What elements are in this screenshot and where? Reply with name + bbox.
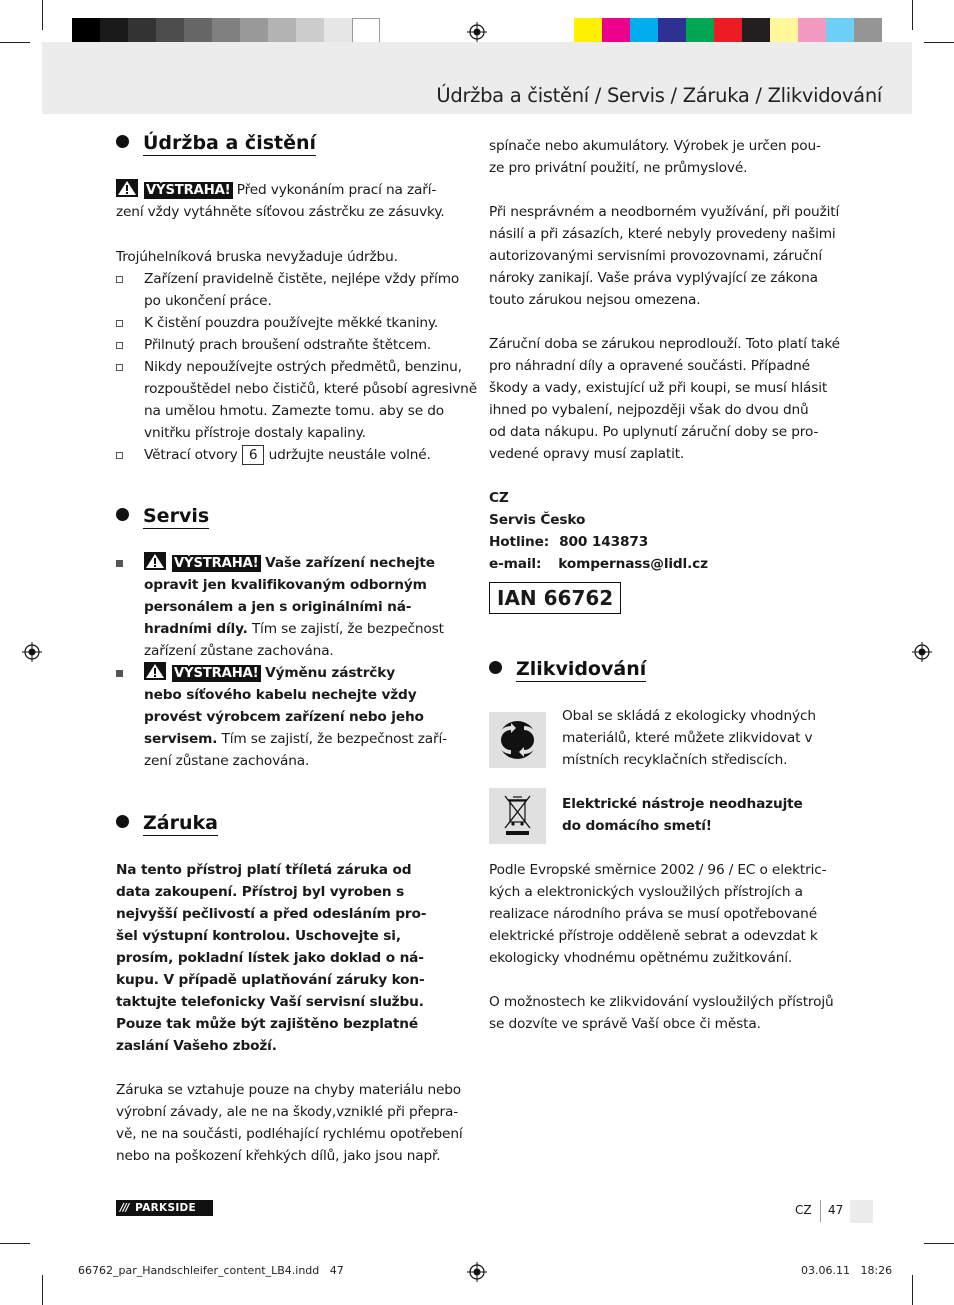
part-number: 6 <box>242 445 265 465</box>
logo-stripes-icon: /// <box>120 1202 129 1214</box>
text-line: Při nesprávném a neodborném využívání, při použití <box>489 204 840 220</box>
text-line: kupu. V případě uplatňování záruky kon- <box>116 972 425 988</box>
page-tab <box>850 1200 873 1223</box>
crop-mark <box>924 42 954 43</box>
text-line <box>144 552 471 574</box>
registration-mark-icon <box>912 642 932 662</box>
text-line <box>144 574 471 596</box>
text-line: data zakoupení. Přístroj byl vyroben s <box>116 884 405 900</box>
text-line: do domácího smetí! <box>562 818 712 834</box>
text-line: ekologicky vhodnému opětnému zužitkování. <box>489 950 793 966</box>
text-line <box>144 618 471 640</box>
bold-text: nebo síťového kabelu nechejte vždy <box>144 687 417 703</box>
crop-mark <box>42 0 43 30</box>
text-line: škody a vady, existující už při koupi, se musí hlásit <box>489 380 828 396</box>
text-line: O možnostech ke zlikvidování vysloužilých přístrojů <box>489 994 834 1010</box>
text-line: K čistění pouzdra používejte měkké tkaniny. <box>144 315 439 331</box>
warning-text: Před vykonáním prací na zaří- <box>232 182 437 198</box>
bold-text: personálem a jen s originálními ná- <box>144 599 412 615</box>
text-line: nebo na poškození křehkých dílů, jako jsou např. <box>116 1148 441 1164</box>
contact-country: CZ <box>489 490 509 506</box>
warning-triangle-icon <box>144 552 166 570</box>
text-line: Na tento přístroj platí tříletá záruka od <box>116 862 412 878</box>
warranty-continued <box>489 135 844 575</box>
list-item <box>116 268 471 312</box>
bold-text: provést výrobcem zařízení nebo jeho <box>144 709 424 725</box>
hotline-label: Hotline: <box>489 534 550 550</box>
maintenance-heading: Údržba a čistění <box>116 132 316 154</box>
text-line: prosím, pokladní lístek jako doklad o ná- <box>116 950 424 966</box>
text-line: od data nákupu. Po uplynutí záruční doby se pro- <box>489 424 819 440</box>
checkbox-bullet-icon <box>116 364 123 371</box>
text-line: Nikdy nepoužívejte ostrých předmětů, benzinu, <box>144 359 462 375</box>
text-line: nároky zanikají. Vaše práva vyplývající ze zákona <box>489 270 818 286</box>
text-line: násilí a při zásazích, které nebyly provedeny našimi <box>489 226 836 242</box>
slug-date: 03.06.11 18:26 <box>801 1264 893 1277</box>
text-line <box>144 684 471 706</box>
list-item <box>116 444 471 466</box>
text-line: Pouze tak může být zajištěno bezplatné <box>116 1016 419 1032</box>
checkbox-bullet-icon <box>116 452 123 459</box>
warranty-body <box>116 859 471 1167</box>
text-line: vnitřku přístroje dostaly kapaliny. <box>144 425 366 441</box>
contact-hotline <box>489 531 844 553</box>
warning-triangle-icon <box>116 179 138 197</box>
text-line: Obal se skládá z ekologicky vhodných <box>562 708 816 724</box>
text-line: šel výstupní kontrolou. Uschovejte si, <box>116 928 401 944</box>
bold-text: servisem. <box>144 731 218 747</box>
normal-text: zařízení zůstane zachována. <box>144 643 334 659</box>
page-title: Údržba a čistění / Servis / Záruka / Zlikvidování <box>436 84 882 107</box>
text-line <box>144 596 471 618</box>
crop-mark <box>912 0 913 30</box>
parkside-logo <box>116 1200 213 1216</box>
normal-text: Tím se zajistí, že bezpečnost <box>247 621 444 637</box>
text-line: taktujte telefonicky Vaší servisní službu. <box>116 994 424 1010</box>
disposal-body <box>489 859 849 1035</box>
warning-label: VÝSTRAHA! <box>146 183 231 198</box>
email-label: e-mail: <box>489 556 542 572</box>
maintenance-intro: Trojúhelníková bruska nevyžaduje údržbu. <box>116 249 398 265</box>
text-line <box>144 728 471 750</box>
registration-mark-icon <box>22 642 42 662</box>
crop-mark <box>0 1243 30 1244</box>
contact-email <box>489 553 844 575</box>
checkbox-bullet-icon <box>116 342 123 349</box>
list-item <box>116 662 471 772</box>
text-line: ze pro privátní použití, ne průmyslové. <box>489 160 748 176</box>
vents-text: Větrací otvory <box>144 447 242 463</box>
bold-text: hradními díly. <box>144 621 248 637</box>
text-line <box>144 706 471 728</box>
text-line: realizace národního práva se musí opotřebované <box>489 906 817 922</box>
list-item <box>116 356 477 444</box>
brand-name: PARKSIDE <box>135 1202 197 1214</box>
square-bullet-icon <box>116 560 123 567</box>
text-line: rozpouštědel nebo čističů, které působí agresivně <box>144 381 477 397</box>
text-line: pro náhradní díly a opravené součásti. Případné <box>489 358 810 374</box>
footer-language: CZ <box>795 1203 812 1217</box>
registration-mark-icon <box>467 22 487 42</box>
list-item <box>116 334 471 356</box>
crop-mark <box>0 42 30 43</box>
hotline-number: 800 143873 <box>559 534 649 550</box>
text-line: zaslání Vašeho zboží. <box>116 1038 277 1054</box>
text-line: výrobní závady, ale ne na škody,vzniklé při přepra- <box>116 1104 459 1120</box>
crop-mark <box>42 1275 43 1305</box>
text-line: Zařízení pravidelně čistěte, nejlépe vždy přímo <box>144 271 460 287</box>
text-line: elektrické přístroje odděleně sebrat a odevzdat k <box>489 928 818 944</box>
text-line: místních recyklačních střediscích. <box>562 752 788 768</box>
text-line: po ukončení práce. <box>144 293 272 309</box>
text-line: spínače nebo akumulátory. Výrobek je určen pou- <box>489 138 821 154</box>
service-body <box>116 552 471 772</box>
crop-mark <box>912 1275 913 1305</box>
weee-text <box>562 793 852 837</box>
text-line: vedené opravy musí zaplatit. <box>489 446 685 462</box>
text-line: na umělou hmotu. Zamezte tomu. aby se do <box>144 403 444 419</box>
square-bullet-icon <box>116 670 123 677</box>
text-line: kých a elektronických vysloužilých přístrojích a <box>489 884 803 900</box>
footer-divider <box>820 1200 821 1222</box>
checkbox-bullet-icon <box>116 276 123 283</box>
bullet-dot-icon <box>116 508 129 521</box>
warning-label: VÝSTRAHA! <box>174 556 259 571</box>
registration-mark-icon <box>467 1262 487 1282</box>
list-item <box>116 552 471 662</box>
text-line <box>144 662 471 684</box>
bold-text: Vaše zařízení nechejte <box>260 555 435 571</box>
warranty-heading: Záruka <box>116 812 218 834</box>
bullet-dot-icon <box>116 815 129 828</box>
text-line: Podle Evropské směrnice 2002 / 96 / EC o elektric- <box>489 862 827 878</box>
slug-filename: 66762_par_Handschleifer_content_LB4.indd 47 <box>78 1264 344 1277</box>
page-number: 47 <box>828 1203 844 1217</box>
text-line: vě, ne na součásti, podléhající rychlému opotřebení <box>116 1126 463 1142</box>
text-line <box>144 750 471 772</box>
disposal-heading: Zlikvidování <box>489 658 646 680</box>
text-line: autorizovanými servisními provozovnami, záruční <box>489 248 822 264</box>
text-line: touto zárukou nejsou omezena. <box>489 292 701 308</box>
text-line: nejvyšší pečlivostí a před odesláním pro- <box>116 906 427 922</box>
bullet-dot-icon <box>116 135 129 148</box>
text-line: Přilnutý prach broušení odstraňte štětcem. <box>144 337 432 353</box>
text-line: Záruka se vztahuje pouze na chyby materiálu nebo <box>116 1082 462 1098</box>
bullet-dot-icon <box>489 661 502 674</box>
email-address: kompernass@lidl.cz <box>558 556 708 572</box>
service-heading: Servis <box>116 505 209 527</box>
maintenance-warning <box>116 179 466 223</box>
text-line: ihned po vybalení, nejpozději však do dvou dnů <box>489 402 809 418</box>
bold-text: opravit jen kvalifikovaným odborným <box>144 577 427 593</box>
list-item <box>116 312 471 334</box>
text-line: materiálů, které můžete zlikvidovat v <box>562 730 813 746</box>
warning-label: VÝSTRAHA! <box>174 666 259 681</box>
crossed-out-bin-icon <box>489 788 546 844</box>
warning-text: zení vždy vytáhněte síťovou zástrčku ze zásuvky. <box>116 204 445 220</box>
green-dot-recycling-icon <box>489 712 546 768</box>
text-line: se dozvíte ve správě Vaší obce či města. <box>489 1016 761 1032</box>
normal-text: zení zůstane zachována. <box>144 753 310 769</box>
text-line <box>144 640 471 662</box>
checkbox-bullet-icon <box>116 320 123 327</box>
normal-text: Tím se zajistí, že bezpečnost zaří- <box>217 731 447 747</box>
vents-text: udržujte neustále volné. <box>264 447 431 463</box>
packaging-text <box>562 705 852 771</box>
text-line: Záruční doba se zárukou neprodlouží. Toto platí také <box>489 336 840 352</box>
text-line: Elektrické nástroje neodhazujte <box>562 796 803 812</box>
maintenance-body <box>116 246 477 466</box>
bold-text: Výměnu zástrčky <box>260 665 395 681</box>
crop-mark <box>924 1243 954 1244</box>
warning-triangle-icon <box>144 662 166 680</box>
ian-number: IAN 66762 <box>489 582 621 614</box>
contact-service: Servis Česko <box>489 512 586 528</box>
